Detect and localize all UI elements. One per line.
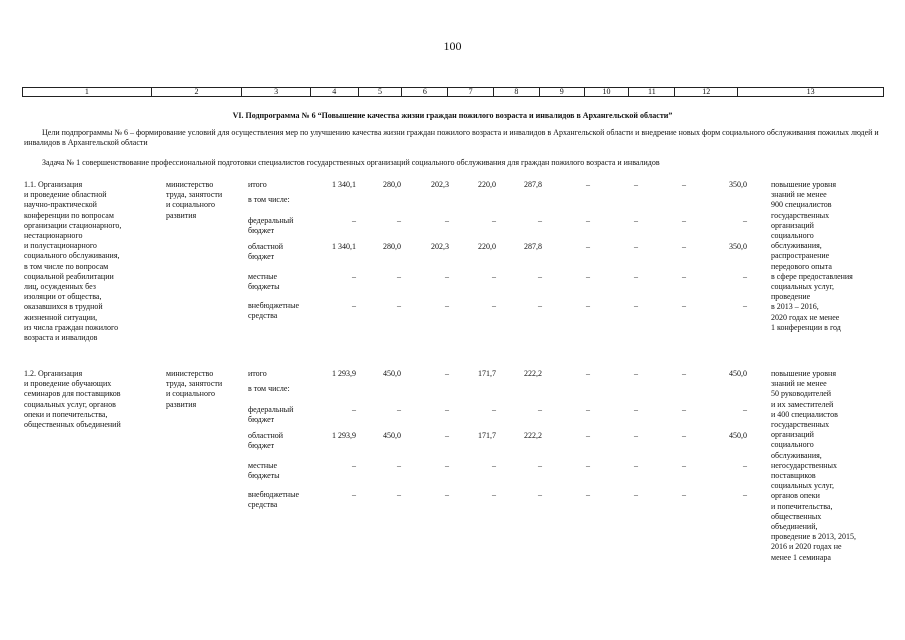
funding-value: –: [682, 216, 686, 225]
result-line: поставщиков: [771, 471, 816, 480]
result-line: государственных: [771, 210, 830, 220]
funding-value: –: [445, 216, 449, 225]
result-line: и 400 специалистов: [771, 409, 838, 419]
activity-name-line: 1.2. Организация: [24, 369, 83, 378]
result-line: социальных услуг,: [771, 481, 834, 491]
result-line: и попечительства,: [771, 501, 833, 511]
funding-value: –: [538, 301, 542, 310]
funding-value: 450,0: [729, 431, 747, 440]
funding-value: –: [682, 490, 686, 499]
result-line: негосударственных: [771, 460, 837, 470]
funding-value: –: [492, 272, 496, 281]
column-header-11: 11: [629, 88, 675, 96]
activity-name-line: научно-практической: [24, 200, 97, 210]
activity-name-line: и полустационарного: [24, 241, 97, 251]
funding-value: –: [352, 272, 356, 281]
funding-value: 350,0: [729, 180, 747, 189]
funding-value: 222,2: [524, 369, 542, 378]
funding-value: –: [682, 272, 686, 281]
funding-value: 287,8: [524, 180, 542, 189]
funding-value: –: [634, 272, 638, 281]
funding-value: –: [352, 216, 356, 225]
funding-source-line: средства: [248, 500, 278, 510]
funding-value: –: [634, 431, 638, 440]
result-line: социальных услуг,: [771, 282, 834, 291]
funding-source-line: областной: [248, 242, 284, 251]
activity-name-line: опеки и попечительства,: [24, 409, 108, 419]
funding-source-line: местные: [248, 272, 278, 281]
funding-value: –: [397, 461, 401, 470]
page-number: 100: [443, 39, 462, 53]
activity-name-line: общественных объединений: [24, 420, 121, 429]
funding-value: 202,3: [431, 242, 449, 251]
funding-value: 171,7: [478, 431, 496, 440]
funding-value: –: [743, 216, 747, 225]
funding-value: –: [634, 301, 638, 310]
funding-value: 450,0: [729, 369, 747, 378]
column-header-7: 7: [448, 88, 494, 96]
funding-value: 450,0: [383, 431, 401, 440]
activity-name-line: конференции по вопросам: [24, 210, 114, 220]
funding-value: –: [586, 301, 590, 310]
funding-source-line: федеральный: [248, 405, 294, 414]
funding-value: –: [397, 272, 401, 281]
funding-value: –: [634, 490, 638, 499]
funding-source-line: внебюджетные: [248, 490, 299, 499]
result-line: объединений,: [771, 522, 818, 531]
activity-name-line: социальных услуг, органов: [24, 399, 116, 409]
funding-value: –: [586, 490, 590, 499]
result-line: знаний не менее: [771, 190, 827, 200]
activity-name-line: семинаров для поставщиков: [24, 389, 121, 399]
column-header-10: 10: [585, 88, 630, 96]
section-title: VI. Подпрограмма № 6 “Повышение качества жизни граждан пожилого возраста и инвалидов в Архангельской области”: [232, 111, 673, 120]
funding-value: –: [352, 490, 356, 499]
funding-value: 220,0: [478, 242, 496, 251]
funding-value: 350,0: [729, 242, 747, 251]
funding-value: –: [538, 272, 542, 281]
funding-value: –: [492, 301, 496, 310]
funding-source-line: местные: [248, 461, 278, 470]
result-line: в 2013 – 2016,: [771, 302, 819, 312]
activity-name-line: социального обслуживания,: [24, 251, 120, 261]
funding-value: –: [682, 431, 686, 440]
funding-value: –: [634, 216, 638, 225]
activity-name-line: жизненной ситуации,: [24, 312, 98, 322]
result-line: распространение: [771, 251, 830, 261]
activity-name-line: изоляции от общества,: [24, 292, 102, 302]
executor-line: труда, занятости: [166, 190, 223, 200]
column-header-6: 6: [402, 88, 448, 96]
funding-value: 202,3: [431, 180, 449, 189]
funding-value: –: [492, 461, 496, 470]
funding-value: –: [586, 369, 590, 378]
funding-source-line: областной: [248, 431, 284, 440]
funding-value: –: [445, 431, 449, 440]
funding-source-line: бюджеты: [248, 471, 280, 481]
funding-value: –: [445, 490, 449, 499]
funding-source-line: бюджет: [248, 226, 275, 236]
funding-value: –: [492, 490, 496, 499]
result-line: 900 специалистов: [771, 200, 832, 210]
funding-source-line: федеральный: [248, 216, 294, 225]
funding-value: 1 340,1: [332, 180, 356, 189]
funding-value: –: [397, 405, 401, 414]
funding-value: –: [586, 461, 590, 470]
funding-value: –: [538, 216, 542, 225]
result-line: обслуживания,: [771, 241, 822, 251]
activity-name-line: в том числе по вопросам: [24, 261, 109, 271]
result-line: знаний не менее: [771, 379, 827, 389]
result-line: 2016 и 2020 годах не: [771, 542, 842, 552]
funding-value: 220,0: [478, 180, 496, 189]
activity-name-line: лиц, осужденных без: [24, 282, 96, 291]
activity-name-line: из числа граждан пожилого: [24, 322, 119, 332]
column-header-9: 9: [540, 88, 585, 96]
funding-value: –: [397, 301, 401, 310]
funding-value: –: [682, 242, 686, 251]
result-line: 50 руководителей: [771, 389, 832, 399]
funding-value: –: [352, 405, 356, 414]
funding-value: –: [538, 490, 542, 499]
activity-name-line: оказавшихся в трудной: [24, 302, 103, 312]
funding-value: –: [682, 461, 686, 470]
funding-value: –: [634, 369, 638, 378]
funding-value: –: [682, 301, 686, 310]
funding-value: –: [743, 301, 747, 310]
column-header-4: 4: [311, 88, 359, 96]
activity-name-line: социальной реабилитации: [24, 271, 114, 281]
executor-line: развития: [166, 399, 197, 409]
funding-source-line: бюджеты: [248, 282, 280, 292]
funding-value: 171,7: [478, 369, 496, 378]
funding-value: –: [586, 216, 590, 225]
executor-line: министерство: [166, 180, 214, 189]
executor-line: и социального: [166, 389, 216, 399]
funding-source-line: итого: [248, 369, 267, 378]
funding-value: 287,8: [524, 242, 542, 251]
executor-line: труда, занятости: [166, 379, 223, 389]
funding-source-line: итого: [248, 180, 267, 189]
column-header-13: 13: [806, 87, 815, 96]
column-header-5: 5: [359, 88, 403, 96]
funding-value: –: [445, 301, 449, 310]
activity-name-line: организации стационарного,: [24, 220, 122, 230]
funding-source-line: в том числе:: [248, 384, 290, 393]
funding-value: –: [682, 180, 686, 189]
column-header-3: 3: [242, 88, 311, 96]
funding-value: –: [445, 405, 449, 414]
funding-value: –: [634, 180, 638, 189]
funding-value: 1 293,9: [332, 431, 356, 440]
funding-source-line: внебюджетные: [248, 301, 299, 310]
activity-name-line: 1.1. Организация: [24, 180, 83, 189]
funding-value: –: [586, 405, 590, 414]
result-line: общественных: [771, 511, 822, 521]
result-line: 1 конференции в год: [771, 322, 841, 332]
result-line: социального: [771, 440, 814, 450]
subprogram-goal: Цели подпрограммы № 6 – формирование условий для осуществления мер по улучшению качества жизни граждан пожилого возраста и инвалидов в Архангельской области и внедрение новых форм социального обслуживания пожилых людей и инвалидов в Архангельской области: [24, 128, 879, 147]
funding-value: –: [586, 180, 590, 189]
funding-value: –: [743, 490, 747, 499]
funding-value: 1 340,1: [332, 242, 356, 251]
funding-value: –: [538, 461, 542, 470]
result-line: 2020 годах не менее: [771, 312, 840, 322]
column-header-12: 12: [675, 88, 738, 96]
result-line: организаций: [771, 430, 814, 440]
column-header-1: 1: [23, 88, 152, 96]
activity-name-line: возраста и инвалидов: [24, 333, 98, 342]
funding-value: –: [397, 216, 401, 225]
funding-value: –: [743, 405, 747, 414]
column-header-2: 2: [152, 88, 243, 96]
funding-value: –: [634, 242, 638, 251]
funding-source-line: бюджет: [248, 415, 275, 425]
funding-source-line: бюджет: [248, 252, 275, 262]
executor-line: и социального: [166, 200, 216, 210]
activity-name-line: и проведение областной: [24, 190, 107, 200]
result-line: проведение в 2013, 2015,: [771, 532, 856, 542]
funding-value: –: [445, 272, 449, 281]
column-header-row: [22, 87, 884, 97]
executor-line: министерство: [166, 369, 214, 378]
funding-source-line: средства: [248, 311, 278, 321]
funding-value: 280,0: [383, 180, 401, 189]
result-line: обслуживания,: [771, 450, 822, 460]
funding-value: –: [352, 461, 356, 470]
funding-value: 1 293,9: [332, 369, 356, 378]
activity-name-line: нестационарного: [24, 231, 83, 240]
column-header-8: 8: [494, 88, 540, 96]
result-line: передового опыта: [771, 261, 832, 271]
funding-value: –: [586, 431, 590, 440]
result-line: и их заместителей: [771, 399, 834, 409]
result-line: в сфере предоставления: [771, 271, 853, 281]
result-line: социального: [771, 231, 814, 240]
result-line: проведение: [771, 292, 811, 302]
executor-line: развития: [166, 210, 197, 220]
funding-source-line: бюджет: [248, 441, 275, 451]
result-line: повышение уровня: [771, 180, 836, 189]
funding-value: –: [682, 369, 686, 378]
result-line: органов опеки: [771, 491, 820, 501]
funding-source-line: в том числе:: [248, 195, 290, 204]
task-line: Задача № 1 совершенствование профессиональной подготовки специалистов государственных организаций социального обслуживания для граждан пожилого возраста и инвалидов: [42, 158, 660, 167]
funding-value: –: [492, 216, 496, 225]
funding-value: –: [445, 369, 449, 378]
funding-value: –: [743, 272, 747, 281]
funding-value: –: [445, 461, 449, 470]
funding-value: –: [682, 405, 686, 414]
result-line: организаций: [771, 220, 814, 230]
funding-value: –: [586, 272, 590, 281]
funding-value: 450,0: [383, 369, 401, 378]
funding-value: –: [743, 461, 747, 470]
funding-value: 222,2: [524, 431, 542, 440]
funding-value: –: [634, 405, 638, 414]
funding-value: –: [538, 405, 542, 414]
result-line: повышение уровня: [771, 369, 836, 378]
funding-value: 280,0: [383, 242, 401, 251]
funding-value: –: [586, 242, 590, 251]
activity-name-line: и проведение обучающих: [24, 379, 112, 389]
result-line: государственных: [771, 420, 830, 429]
funding-value: –: [397, 490, 401, 499]
funding-value: –: [634, 461, 638, 470]
result-line: менее 1 семинара: [771, 552, 831, 562]
funding-value: –: [352, 301, 356, 310]
funding-value: –: [492, 405, 496, 414]
